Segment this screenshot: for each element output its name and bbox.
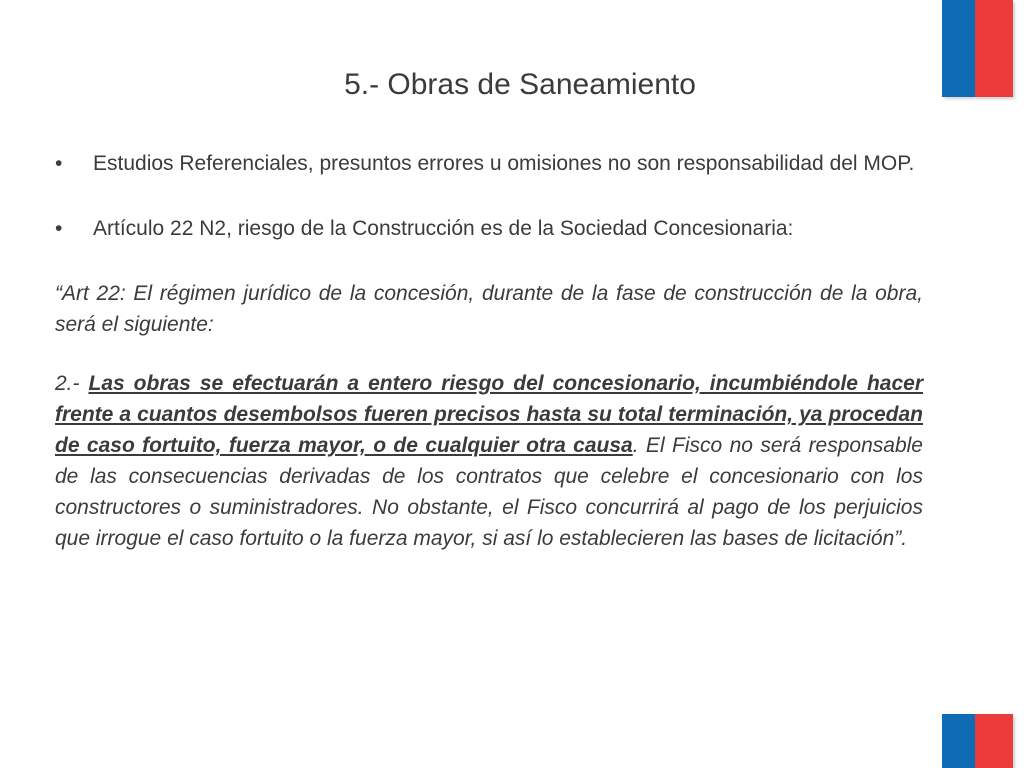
clause-underlined-text: Las obras se efectuarán a entero riesgo del concesionario, incumbiéndole hacer frente a cuantos desembolsos fueren precisos hasta su total terminación, ya procedan de caso fortuito, fuerza mayor, o de cualquier otra causa [55, 372, 923, 457]
flag-blue-stripe [942, 714, 975, 768]
flag-decoration-bottom [942, 714, 1013, 768]
slide-content [55, 148, 923, 554]
bullet-mark: • [55, 217, 63, 240]
slide-title: 5.- Obras de Saneamiento [344, 68, 696, 101]
bullet-item [55, 213, 923, 244]
quote-intro: “Art 22: El régimen jurídico de la concesión, durante de la fase de construcción de la obra, será el siguiente: [55, 282, 923, 336]
bullet-item [55, 148, 923, 179]
article-clause [55, 368, 923, 554]
bullet-mark: • [55, 152, 63, 175]
bullet-text: Artículo 22 N2, riesgo de la Construcción es de la Sociedad Concesionaria: [93, 217, 794, 240]
bullet-text: Estudios Referenciales, presuntos errores u omisiones no son responsabilidad del MOP. [93, 152, 915, 175]
clause-prefix: 2.- [55, 372, 89, 395]
flag-red-stripe [975, 714, 1013, 768]
clause-rest-text: . El Fisco no será responsable de las consecuencias derivadas de los contratos que celebre el concesionario con los constructores o suministradores. No obstante, el Fisco concurrirá al pago de los perjuicios que irrogue el caso fortuito o la fuerza mayor, si así lo establecieren las bases de licitación”. [55, 434, 923, 550]
